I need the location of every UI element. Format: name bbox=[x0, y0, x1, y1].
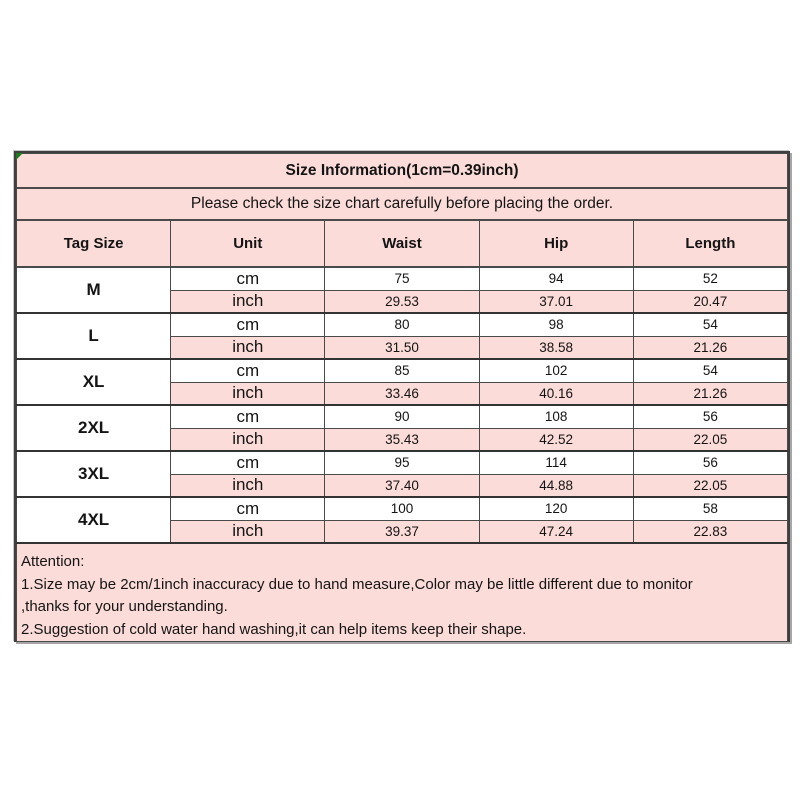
length-inch-value: 22.05 bbox=[633, 474, 787, 497]
length-inch-value: 22.05 bbox=[633, 428, 787, 451]
length-inch-value: 20.47 bbox=[633, 290, 787, 313]
size-table bbox=[16, 153, 788, 642]
tag-size-xl: XL bbox=[17, 359, 171, 405]
waist-inch-value: 35.43 bbox=[325, 428, 479, 451]
attention-heading: Attention: bbox=[21, 553, 85, 570]
size-row-4xl-cm bbox=[17, 497, 788, 520]
hip-cm-value: 108 bbox=[479, 405, 633, 428]
hip-inch-value: 42.52 bbox=[479, 428, 633, 451]
waist-cm-value: 100 bbox=[325, 497, 479, 520]
attention-note-1: 1.Size may be 2cm/1inch inaccuracy due to hand measure,Color may be little different due to monitor bbox=[21, 575, 693, 593]
unit-cm: cm bbox=[171, 405, 325, 428]
column-header-unit: Unit bbox=[171, 220, 325, 267]
unit-cm: cm bbox=[171, 313, 325, 336]
size-row-l-cm bbox=[17, 313, 788, 336]
length-cm-value: 54 bbox=[633, 313, 787, 336]
hip-cm-value: 94 bbox=[479, 267, 633, 290]
attention-row bbox=[17, 543, 788, 642]
hip-inch-value: 44.88 bbox=[479, 474, 633, 497]
unit-cm: cm bbox=[171, 359, 325, 382]
size-row-3xl-cm bbox=[17, 451, 788, 474]
waist-cm-value: 75 bbox=[325, 267, 479, 290]
hip-cm-value: 102 bbox=[479, 359, 633, 382]
waist-cm-value: 95 bbox=[325, 451, 479, 474]
hip-inch-value: 38.58 bbox=[479, 336, 633, 359]
size-chart-sheet bbox=[14, 151, 790, 642]
tag-size-3xl: 3XL bbox=[17, 451, 171, 497]
column-header-tag-size: Tag Size bbox=[17, 220, 171, 267]
length-cm-value: 58 bbox=[633, 497, 787, 520]
unit-cm: cm bbox=[171, 451, 325, 474]
unit-cm: cm bbox=[171, 267, 325, 290]
title-row bbox=[17, 154, 788, 189]
size-row-m-cm bbox=[17, 267, 788, 290]
unit-inch: inch bbox=[171, 290, 325, 313]
waist-inch-value: 29.53 bbox=[325, 290, 479, 313]
unit-inch: inch bbox=[171, 382, 325, 405]
unit-inch: inch bbox=[171, 474, 325, 497]
unit-inch: inch bbox=[171, 428, 325, 451]
length-inch-value: 22.83 bbox=[633, 520, 787, 543]
hip-cm-value: 114 bbox=[479, 451, 633, 474]
column-header-hip: Hip bbox=[479, 220, 633, 267]
length-inch-value: 21.26 bbox=[633, 336, 787, 359]
attention-note-2: 2.Suggestion of cold water hand washing,it can help items keep their shape. bbox=[21, 620, 527, 638]
hip-cm-value: 120 bbox=[479, 497, 633, 520]
unit-inch: inch bbox=[171, 336, 325, 359]
attention-note-1-cont: ,thanks for your understanding. bbox=[21, 598, 228, 615]
attention-block bbox=[17, 543, 788, 642]
tag-size-m: M bbox=[17, 267, 171, 313]
size-row-2xl-cm bbox=[17, 405, 788, 428]
hip-inch-value: 37.01 bbox=[479, 290, 633, 313]
waist-inch-value: 37.40 bbox=[325, 474, 479, 497]
table-title: Size Information(1cm=0.39inch) bbox=[17, 154, 788, 189]
waist-cm-value: 80 bbox=[325, 313, 479, 336]
unit-cm: cm bbox=[171, 497, 325, 520]
table-subtitle: Please check the size chart carefully before placing the order. bbox=[17, 188, 788, 220]
column-header-length: Length bbox=[633, 220, 787, 267]
column-header-waist: Waist bbox=[325, 220, 479, 267]
size-row-xl-cm bbox=[17, 359, 788, 382]
length-cm-value: 52 bbox=[633, 267, 787, 290]
hip-inch-value: 47.24 bbox=[479, 520, 633, 543]
unit-inch: inch bbox=[171, 520, 325, 543]
waist-cm-value: 90 bbox=[325, 405, 479, 428]
excel-corner-marker-icon bbox=[16, 153, 23, 160]
subtitle-row bbox=[17, 188, 788, 220]
tag-size-l: L bbox=[17, 313, 171, 359]
waist-inch-value: 31.50 bbox=[325, 336, 479, 359]
hip-cm-value: 98 bbox=[479, 313, 633, 336]
hip-inch-value: 40.16 bbox=[479, 382, 633, 405]
waist-cm-value: 85 bbox=[325, 359, 479, 382]
length-cm-value: 56 bbox=[633, 451, 787, 474]
tag-size-2xl: 2XL bbox=[17, 405, 171, 451]
header-row bbox=[17, 220, 788, 267]
length-inch-value: 21.26 bbox=[633, 382, 787, 405]
waist-inch-value: 33.46 bbox=[325, 382, 479, 405]
length-cm-value: 54 bbox=[633, 359, 787, 382]
tag-size-4xl: 4XL bbox=[17, 497, 171, 543]
length-cm-value: 56 bbox=[633, 405, 787, 428]
waist-inch-value: 39.37 bbox=[325, 520, 479, 543]
